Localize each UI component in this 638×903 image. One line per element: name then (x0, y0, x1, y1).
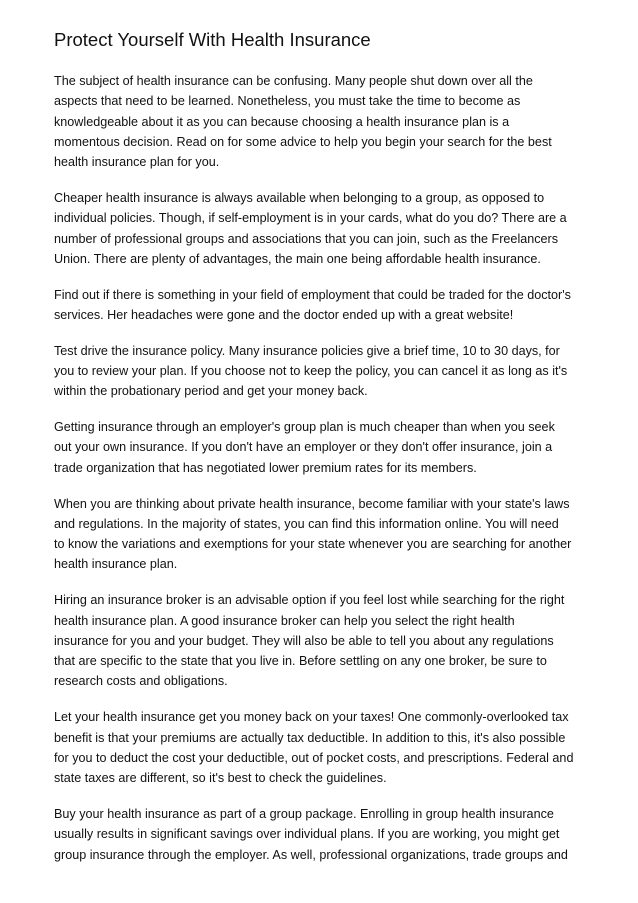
text-line: Buy your health insurance as part of a group package. Enrolling in group health insurance (54, 806, 554, 821)
text-line: Find out if there is something in your field of employment that could be traded for the doctor's (54, 287, 571, 302)
text-line: services. Her headaches were gone and the doctor ended up with a great website! (54, 307, 514, 322)
text-line: benefit is that your premiums are actually tax deductible. In addition to this, it's also possible (54, 730, 566, 745)
text-line: out your own insurance. If you don't have an employer or they don't offer insurance, join a (54, 440, 553, 455)
paragraph-employer-plan (54, 417, 588, 478)
text-line: aspects that need to be learned. Nonetheless, you must take the time to become as (54, 94, 521, 109)
paragraph-state-laws (54, 494, 588, 575)
text-line: state taxes are different, so it's best to check the guidelines. (54, 771, 387, 786)
text-line: The subject of health insurance can be confusing. Many people shut down over all the (54, 74, 533, 88)
paragraph-insurance-broker (54, 590, 588, 691)
text-line: that are specific to the state that you live in. Before settling on any one broker, be sure to (54, 654, 547, 669)
text-line: health insurance plan for you. (54, 155, 220, 170)
document-page (54, 29, 588, 880)
paragraph-test-drive (54, 341, 588, 402)
text-line: health insurance plan. (54, 557, 178, 572)
text-line: individual policies. Though, if self-employment is in your cards, what do you do? There are a (54, 211, 567, 226)
text-line: Getting insurance through an employer's group plan is much cheaper than when you seek (54, 420, 555, 435)
text-line: to know the variations and exemptions for your state whenever you are searching for another (54, 537, 572, 552)
text-line: trade organization that has negotiated lower premium rates for its members. (54, 460, 477, 475)
text-line: Union. There are plenty of advantages, the main one being affordable health insurance. (54, 251, 541, 266)
text-line: momentous decision. Read on for some advice to help you begin your search for the best (54, 134, 552, 149)
paragraph-group-package (54, 804, 588, 865)
text-line: research costs and obligations. (54, 674, 228, 689)
text-line: Let your health insurance get you money back on your taxes! One commonly-overlooked tax (54, 710, 569, 725)
paragraph-intro (54, 71, 588, 172)
text-line: insurance for you and your budget. They will also be able to tell you about any regulations (54, 633, 554, 648)
text-line: Test drive the insurance policy. Many insurance policies give a brief time, 10 to 30 days, for (54, 343, 560, 358)
text-line: knowledgeable about it as you can because choosing a health insurance plan is a (54, 114, 510, 129)
paragraph-group-insurance (54, 188, 588, 269)
text-line: Cheaper health insurance is always available when belonging to a group, as opposed to (54, 190, 545, 205)
text-line: group insurance through the employer. As well, professional organizations, trade groups and (54, 847, 568, 862)
text-line: for you to deduct the cost your deductible, out of pocket costs, and prescriptions. Federal and (54, 750, 574, 765)
text-line: within the probationary period and get your money back. (54, 384, 368, 399)
text-line: Hiring an insurance broker is an advisable option if you feel lost while searching for the right (54, 593, 565, 608)
text-line: and regulations. In the majority of states, you can find this information online. You will need (54, 516, 559, 531)
document-title: Protect Yourself With Health Insurance (54, 29, 371, 50)
text-line: you to review your plan. If you choose not to keep the policy, you can cancel it as long as it's (54, 364, 568, 379)
text-line: number of professional groups and associations that you can join, such as the Freelancers (54, 231, 559, 246)
text-line: health insurance plan. A good insurance broker can help you select the right health (54, 613, 515, 628)
text-line: usually results in significant savings over individual plans. If you are working, you might get (54, 827, 560, 842)
paragraph-taxes (54, 707, 588, 788)
text-line: When you are thinking about private health insurance, become familiar with your state's laws (54, 496, 570, 511)
paragraph-trade-services (54, 285, 588, 326)
